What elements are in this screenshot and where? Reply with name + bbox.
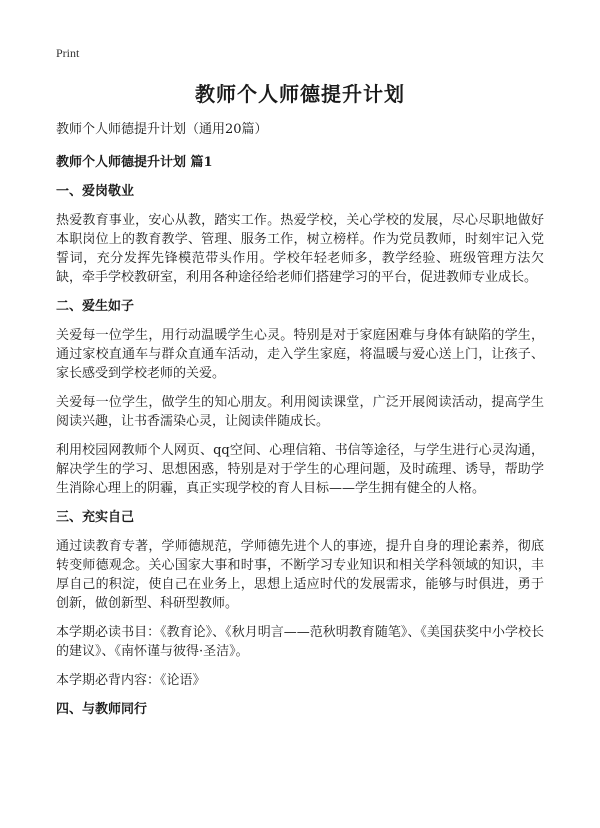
document-subtitle: 教师个人师德提升计划（通用20篇）	[56, 122, 268, 137]
section-heading-1: 一、爱岗敬业	[56, 184, 135, 199]
section-heading-4: 四、与教师同行	[56, 702, 148, 717]
section-title: 教师个人师德提升计划 篇1	[56, 155, 213, 170]
paragraph: 关爱每一位学生，用行动温暖学生心灵。特别是对于家庭困难与身体有缺陷的学生，通过家校直通车与群众直通车活动，走入学生家庭，将温暖与爱心送上门，让孩子、家长感受到学校老师的关爱。	[56, 328, 544, 381]
paragraph: 本学期必背内容：《论语》	[56, 673, 206, 688]
paragraph: 利用校园网教师个人网页、qq空间、心理信箱、书信等途径，与学生进行心灵沟通，解决学生的学习、思想困惑，特别是对于学生的心理问题，及时疏理、诱导，帮助学生消除心理上的阴霾，真正实现学校的育人目标——学生拥有健全的人格。	[56, 443, 544, 496]
section-heading-3: 三、充实自己	[56, 510, 135, 525]
paragraph: 本学期必读书目：《教育论》、《秋月明言——范秋明教育随笔》、《美国获奖中小学校长的建议》、《南怀谨与彼得·圣洁》。	[56, 625, 544, 659]
print-link[interactable]: Print	[56, 46, 80, 60]
document-title: 教师个人师德提升计划	[195, 82, 405, 106]
paragraph: 关爱每一位学生，做学生的知心朋友。利用阅读课堂，广泛开展阅读活动，提高学生阅读兴趣，让书香濡染心灵，让阅读伴随成长。	[56, 395, 544, 429]
paragraph: 通过读教育专著，学师德规范，学师德先进个人的事迹，提升自身的理论素养，彻底转变师德观念。关心国家大事和时事，不断学习专业知识和相关学科领域的知识，丰厚自己的积淀，使自己在业务上，思想上适应时代的发展需求，能够与时俱进，勇于创新，做创新型、科研型教师。	[56, 539, 544, 611]
paragraph: 热爱教育事业，安心从教，踏实工作。热爱学校，关心学校的发展，尽心尽职地做好本职岗位上的教育教学、管理、服务工作，树立榜样。作为党员教师，时刻牢记入党誓词，充分发挥先锋模范带头作用。学校年轻老师多，教学经验、班级管理方法欠缺，牵手学校教研室，利用各种途径给老师们搭建学习的平台，促进教师专业成长。	[56, 213, 544, 285]
section-heading-2: 二、爱生如子	[56, 299, 135, 314]
document-body	[56, 120, 544, 729]
